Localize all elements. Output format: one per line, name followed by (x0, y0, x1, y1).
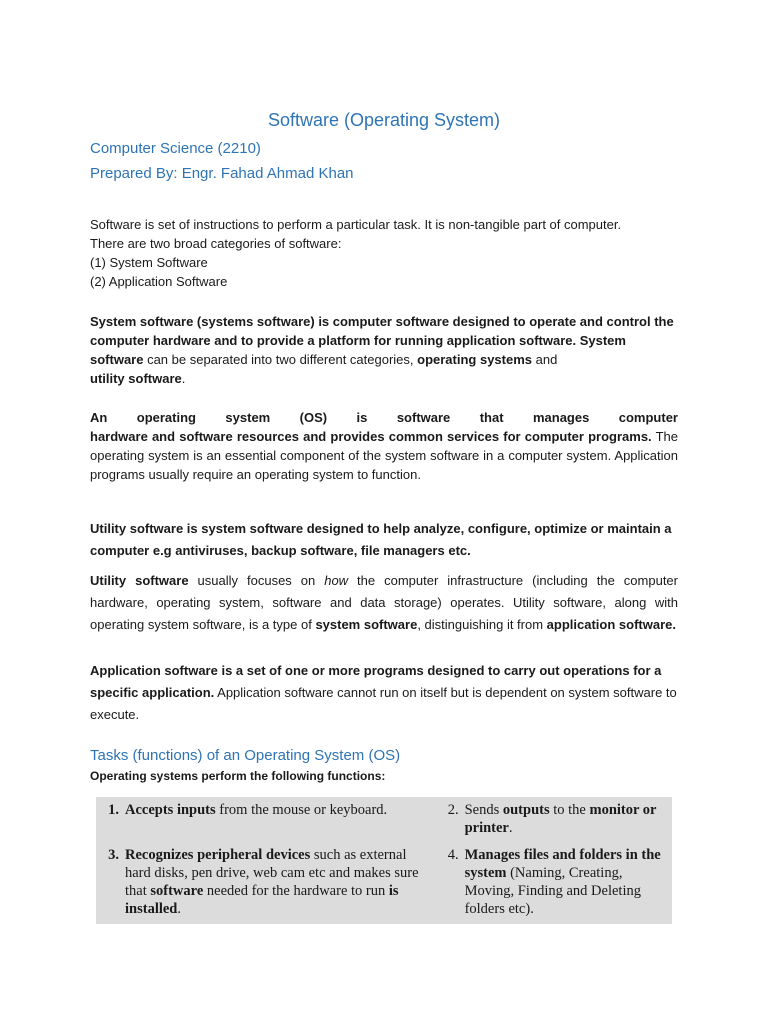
document-title: Software (Operating System) (267, 110, 501, 130)
task-number: 4. (447, 847, 459, 863)
task-bold: monitor or printer (464, 802, 657, 836)
os-first-line: An operating system (OS) is software that manages computer (90, 410, 678, 425)
task-item (122, 797, 424, 843)
how-term: how (324, 573, 349, 588)
task-text: Sends (464, 802, 503, 818)
task-bold: Manages files and folders in the system (464, 847, 661, 881)
task-item (462, 843, 672, 924)
application-software-definition: Application software is a set of one or more programs designed to carry out operations for a specific application. (90, 663, 662, 700)
task-number: 1. (108, 802, 119, 818)
task-text: . (177, 901, 181, 917)
task-item (122, 843, 424, 924)
system-software-text: can be separated into two different categories, (143, 352, 418, 367)
operating-systems-term: operating systems (417, 352, 532, 367)
utility-software-term: utility software (90, 371, 182, 386)
task-text: from the mouse or keyboard. (215, 802, 388, 818)
task-text: needed for the hardware to run (203, 883, 389, 899)
task-text: . (508, 820, 513, 836)
task-bold: outputs (502, 802, 550, 818)
os-description: The operating system is an essential component of the system software in a computer system. Application programs usually require an operating system to function. (90, 429, 679, 482)
and-text: and (532, 352, 558, 367)
operating-system-paragraph (90, 408, 678, 484)
utility-text-2: the computer infrastructure (including the computer hardware, operating system, software and data storage) operates. Utility software, along with operating system software, is a type of (90, 573, 678, 632)
task-text: (Naming, Creating, Moving, Finding and Deleting folders etc). (464, 865, 641, 917)
tasks-heading: Tasks (functions) of an Operating System (OS) (90, 747, 401, 764)
utility-text-1: usually focuses on (188, 573, 325, 588)
os-definition: hardware and software resources and provides common services for computer programs. (90, 429, 652, 444)
system-software-definition: System software (systems software) is computer software designed to operate and control the computer hardware and to provide a platform for running application software. System software (90, 314, 674, 367)
intro-item-2: (2) Application Software (90, 274, 228, 289)
application-software-text: Application software cannot run on itself but is dependent on system software to execute. (90, 685, 677, 722)
utility-definition-paragraph: Utility software is system software designed to help analyze, configure, optimize or maintain a computer e.g antiviruses, backup software, file managers etc. (90, 521, 672, 558)
author-subtitle: Prepared By: Engr. Fahad Ahmad Khan (90, 165, 354, 182)
task-bold: is installed (125, 883, 399, 917)
application-software-term: application software. (546, 617, 676, 632)
task-bold: Accepts inputs (125, 802, 216, 818)
intro-item-1: (1) System Software (90, 255, 208, 270)
table-row (96, 843, 672, 924)
intro-line-2: There are two broad categories of software: (90, 236, 342, 251)
utility-text-3: , distinguishing it from (417, 617, 547, 632)
task-text: such as external hard disks, pen drive, web cam etc and makes sure that (125, 847, 419, 899)
intro-line-1: Software is set of instructions to perform a particular task. It is non-tangible part of computer. (90, 217, 622, 232)
task-item (462, 797, 672, 843)
task-text: to the (549, 802, 590, 818)
utility-paragraph (90, 570, 678, 636)
application-software-paragraph (90, 660, 678, 726)
tasks-subheading: Operating systems perform the following functions: (90, 769, 386, 783)
system-software-term: system software (315, 617, 418, 632)
table-row (96, 797, 672, 843)
intro-paragraph (90, 215, 678, 291)
task-number: 2. (447, 802, 459, 818)
utility-software-term: Utility software (90, 573, 189, 588)
course-subtitle: Computer Science (2210) (90, 140, 261, 157)
task-number: 3. (108, 847, 119, 863)
tasks-table (96, 797, 672, 924)
period: . (181, 371, 186, 386)
system-software-paragraph (90, 312, 678, 388)
task-bold: Recognizes peripheral devices (125, 847, 311, 863)
task-bold: software (150, 883, 204, 899)
